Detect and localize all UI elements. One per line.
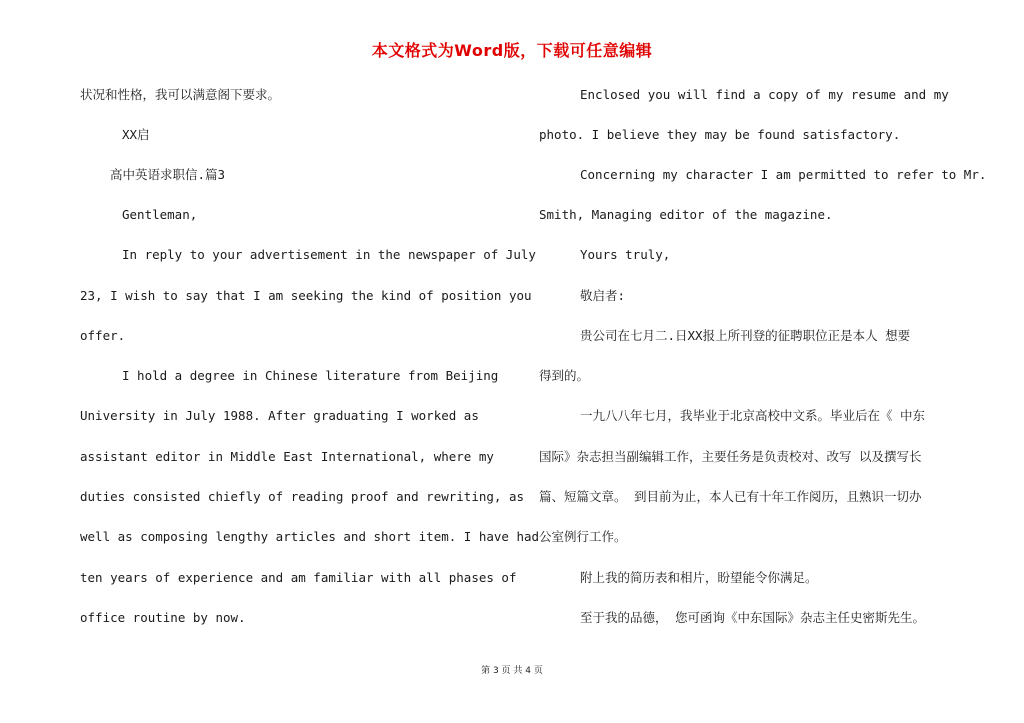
text-line: 得到的。 xyxy=(539,368,590,383)
text-line: duties consisted chiefly of reading proof and rewriting, as xyxy=(80,489,525,504)
text-line: 附上我的简历表和相片，盼望能令你满足。 xyxy=(580,570,818,585)
text-line: assistant editor in Middle East International, where my xyxy=(80,449,494,464)
text-line: ten years of experience and am familiar with all phases of xyxy=(80,570,517,585)
text-line: 至于我的品德， 您可函询《中东国际》杂志主任史密斯先生。 xyxy=(580,610,926,625)
text-line: offer. xyxy=(80,328,126,343)
text-line: In reply to your advertisement in the newspaper of July xyxy=(122,247,536,262)
section-heading: 高中英语求职信.篇3 xyxy=(110,167,226,182)
text-line: 公室例行工作。 xyxy=(539,529,627,544)
salutation-chinese: 敬启者: xyxy=(580,288,626,303)
page-number: 第 3 页 共 4 页 xyxy=(481,666,543,676)
text-line: 篇、短篇文章。 到目前为止，本人已有十年工作阅历，且熟识一切办 xyxy=(539,489,922,504)
text-line: well as composing lengthy articles and short item. I have had xyxy=(80,529,540,544)
closing: Yours truly, xyxy=(580,247,671,262)
text-line: office routine by now. xyxy=(80,610,246,625)
text-line: I hold a degree in Chinese literature from Beijing xyxy=(122,368,499,383)
text-line: XX启 xyxy=(122,127,150,142)
document-banner: 本文格式为Word版，下载可任意编辑 xyxy=(371,41,653,60)
text-line: 国际》杂志担当副编辑工作，主要任务是负责校对、改写 以及撰写长 xyxy=(539,449,922,464)
text-line: 23, I wish to say that I am seeking the kind of position you xyxy=(80,288,532,303)
salutation: Gentleman, xyxy=(122,207,198,222)
text-line: Smith, Managing editor of the magazine. xyxy=(539,207,833,222)
text-line: 贵公司在七月二.日XX报上所刊登的征聘职位正是本人 想要 xyxy=(580,328,911,343)
text-line: photo. I believe they may be found satisfactory. xyxy=(539,127,901,142)
text-line: University in July 1988. After graduating I worked as xyxy=(80,408,479,423)
text-line: Concerning my character I am permitted to refer to Mr. xyxy=(580,167,987,182)
text-line: 状况和性格，我可以满意阁下要求。 xyxy=(80,87,281,102)
text-line: Enclosed you will find a copy of my resume and my xyxy=(580,87,949,102)
text-line: 一九八八年七月，我毕业于北京高校中文系。毕业后在《 中东 xyxy=(580,408,926,423)
